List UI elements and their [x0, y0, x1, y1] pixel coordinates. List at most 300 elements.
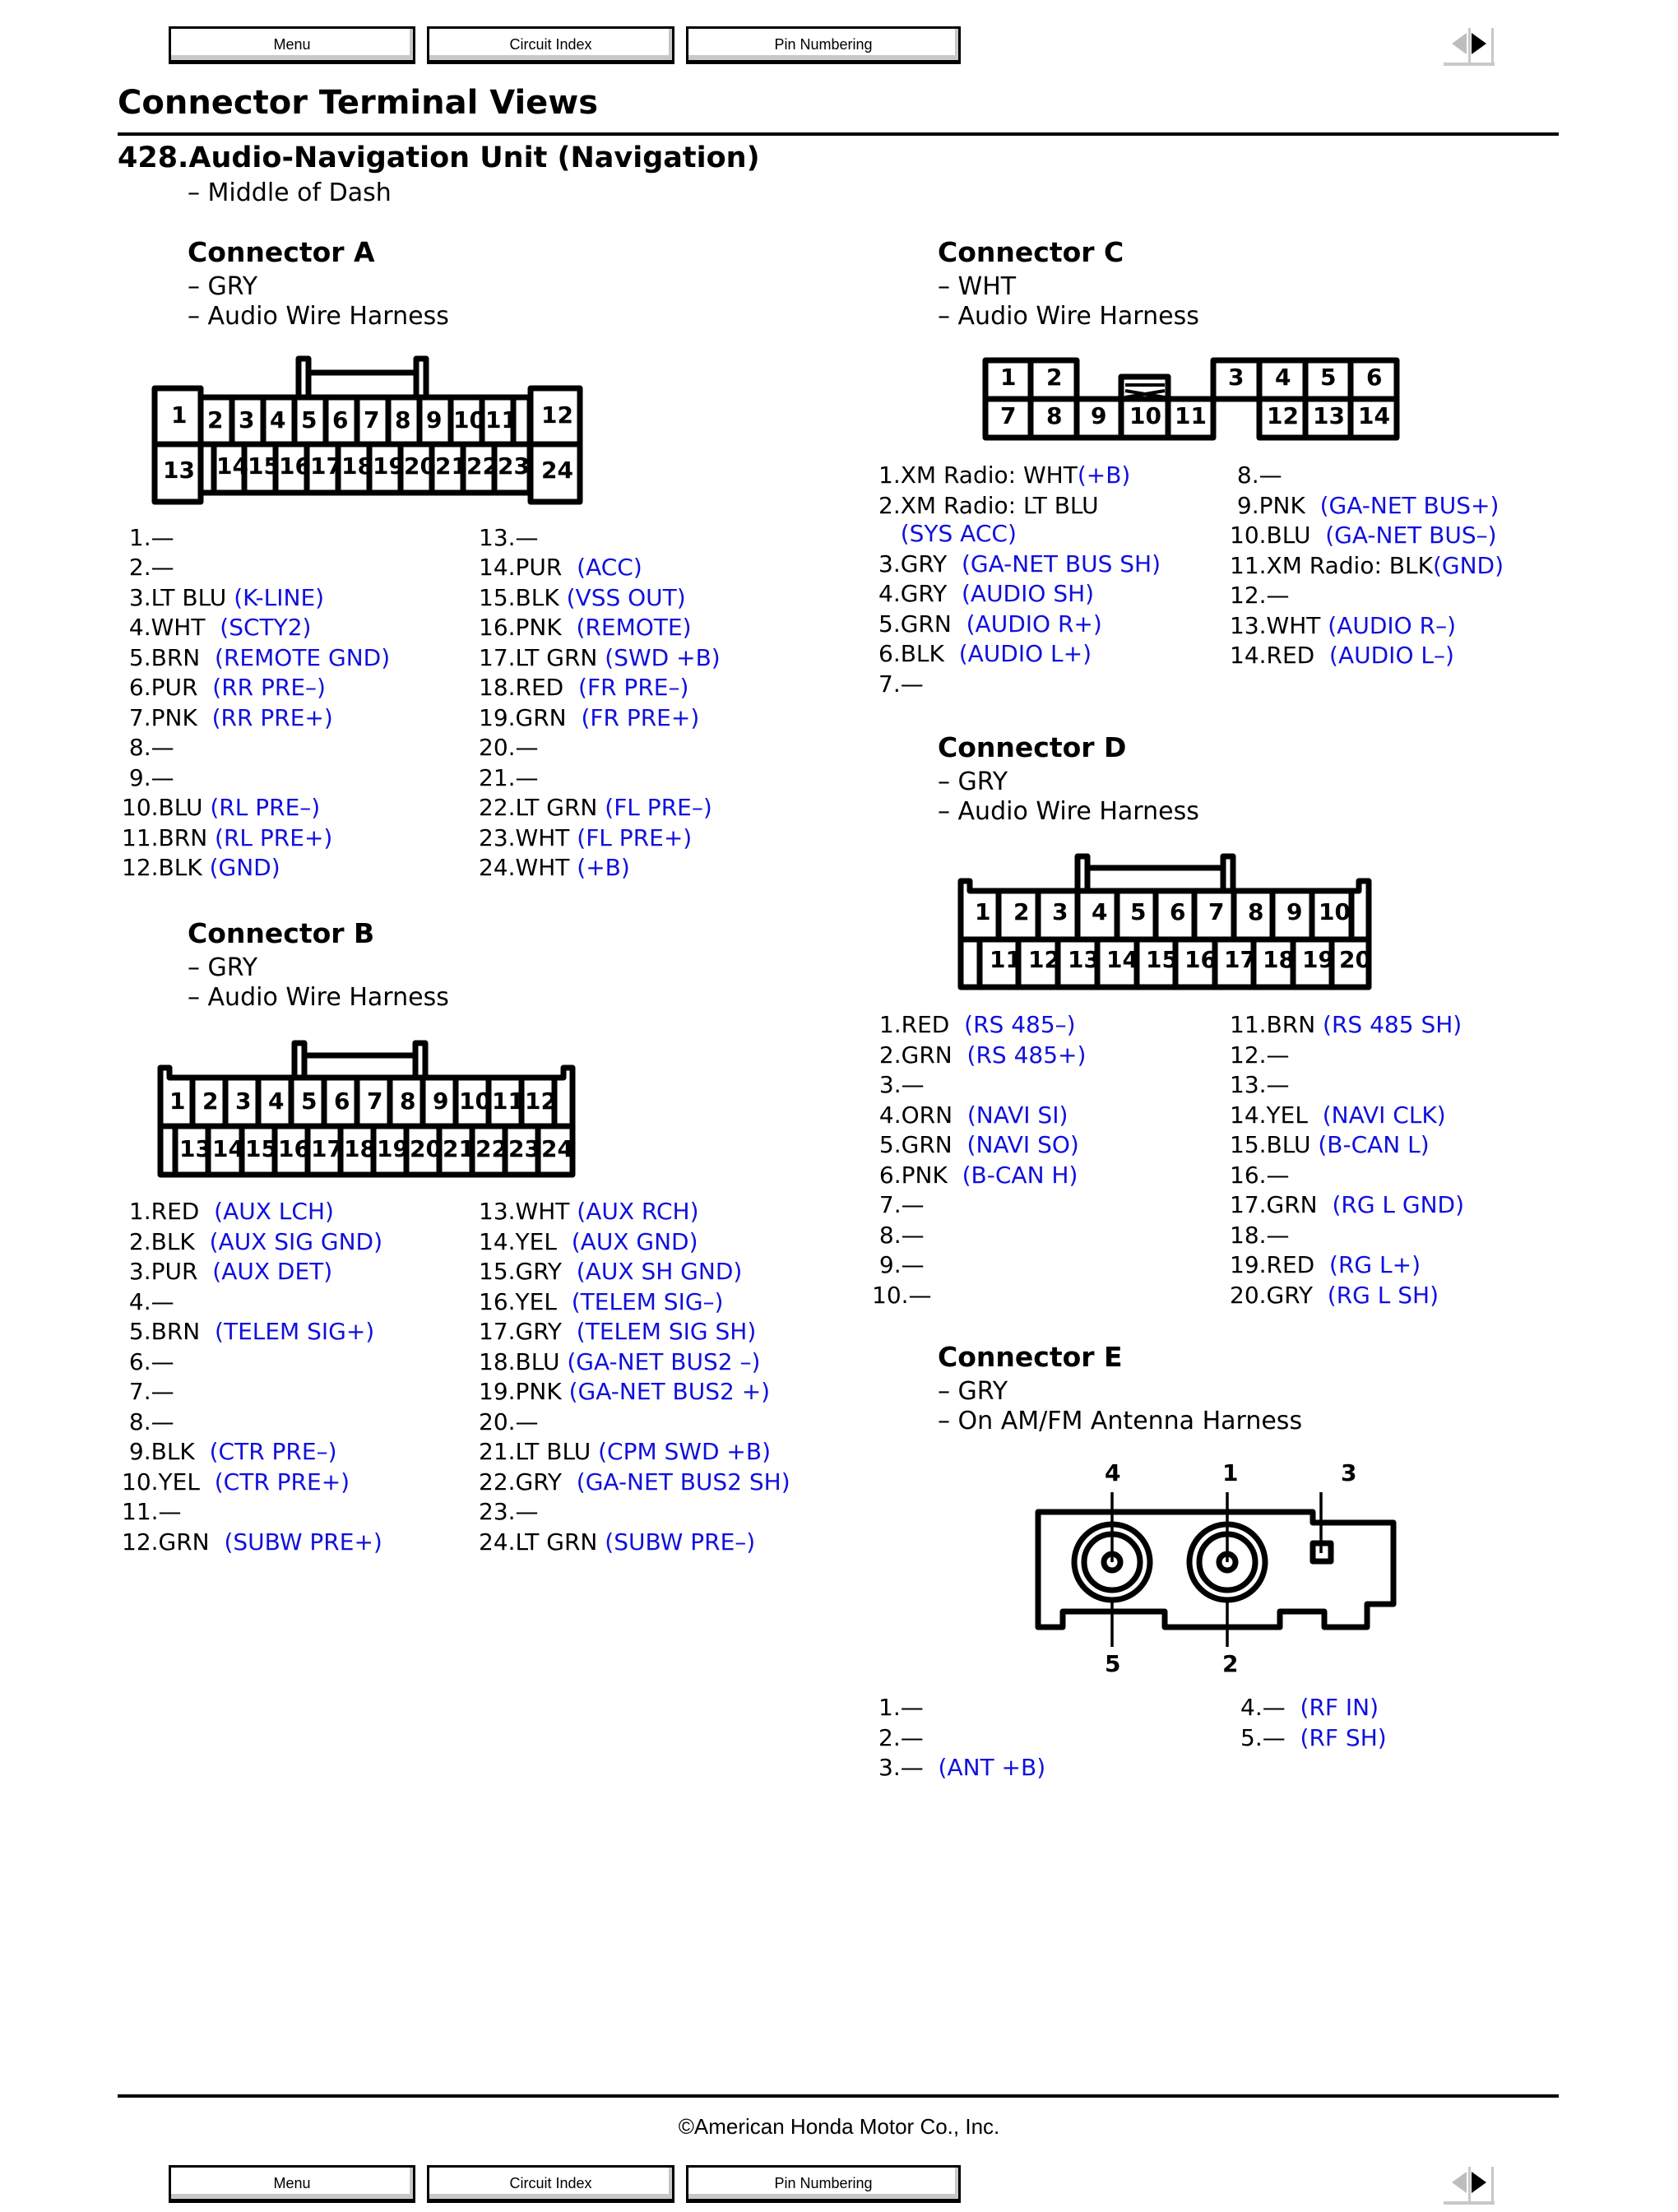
wire-color: PUR — [151, 674, 213, 701]
pin-label: 24 — [541, 457, 573, 484]
pin-number: 19. — [1230, 1251, 1267, 1278]
pin-row — [122, 643, 390, 673]
pin-function: (GA-NET BUS2 SH) — [576, 1468, 790, 1496]
wire-color: BRN — [158, 824, 216, 851]
wire-color: GRN — [515, 704, 582, 731]
pin-number: 13. — [479, 524, 516, 551]
pin-row — [1230, 491, 1499, 521]
pin-function: (RR PRE–) — [212, 674, 326, 701]
pin-number: 4. — [1240, 1694, 1263, 1721]
pin-label: 9 — [426, 406, 443, 434]
pin-function: (FL PRE–) — [605, 794, 712, 821]
pin-label: 8 — [395, 406, 411, 434]
pin-label: 20 — [410, 1135, 442, 1162]
pin-function: (NAVI SO) — [966, 1131, 1079, 1158]
pin-label: 1 — [169, 1087, 186, 1115]
pin-label: 14 — [1358, 402, 1390, 429]
pin-row — [872, 1070, 925, 1100]
pin-row — [479, 1528, 755, 1557]
pin-number: 12. — [1230, 582, 1267, 609]
pin-label: 13 — [179, 1135, 211, 1162]
pin-function: (ACC) — [577, 554, 642, 581]
connector-d-harness: – Audio Wire Harness — [938, 797, 1199, 826]
pin-row — [878, 610, 1102, 639]
pin-function: (K-LINE) — [234, 584, 325, 611]
pin-row — [479, 1317, 756, 1347]
pin-label: 17 — [311, 1135, 343, 1162]
pin-row — [872, 1041, 1086, 1070]
pin-label: 12 — [1028, 946, 1060, 973]
pin-number: 3. — [872, 1071, 902, 1098]
circuit-index-button-footer[interactable] — [427, 2165, 674, 2203]
pin-function: (GA-NET BUS–) — [1325, 522, 1497, 549]
pin-number: 15. — [1230, 1131, 1267, 1158]
pin-number: 6. — [872, 1162, 902, 1189]
pin-label: 4 — [1275, 364, 1291, 391]
pin-row — [1230, 1101, 1446, 1130]
pin-numbering-button-label: Pin Numbering — [774, 2174, 873, 2191]
wire-color: — — [1266, 1041, 1290, 1069]
wire-color: XM Radio: BLK — [1266, 552, 1433, 579]
right-arrow-icon[interactable] — [1472, 33, 1486, 54]
pin-row — [872, 1190, 925, 1220]
wire-color: — — [1266, 582, 1290, 609]
footer-divider — [118, 2094, 1559, 2098]
left-arrow-icon[interactable] — [1452, 2172, 1467, 2193]
pin-number: 2. — [878, 1724, 901, 1751]
connector-b-pin-labels — [148, 1028, 781, 1185]
divider — [1444, 63, 1495, 66]
pin-label: 4 — [1105, 1459, 1121, 1486]
pin-number: 20. — [479, 1408, 516, 1435]
pin-label: 17 — [1224, 946, 1256, 973]
pin-label: 10 — [459, 1087, 491, 1115]
pin-label: 18 — [344, 1135, 376, 1162]
wire-color: RED — [1266, 1251, 1330, 1278]
wire-color: LT BLU — [515, 1438, 599, 1465]
pin-number: 14. — [479, 554, 516, 581]
pin-number: 20. — [1230, 1282, 1267, 1309]
connector-c-pin-labels — [971, 345, 1456, 452]
wire-color: BLK — [515, 584, 567, 611]
wire-color: — — [151, 1378, 174, 1405]
pin-function: (VSS OUT) — [566, 584, 686, 611]
wire-color: BLU — [515, 1348, 568, 1375]
pin-label: 12 — [541, 401, 573, 429]
pin-number: 3. — [878, 1754, 901, 1781]
pin-label: 5 — [301, 406, 318, 434]
pin-label: 9 — [433, 1087, 449, 1115]
wire-color: YEL — [158, 1468, 215, 1496]
pin-number: 23. — [479, 824, 516, 851]
pin-row — [122, 1317, 374, 1347]
wire-color: — — [908, 1282, 932, 1309]
pin-function: (B-CAN L) — [1318, 1131, 1430, 1158]
pin-label: 11 — [990, 946, 1022, 973]
pin-function: (RF IN) — [1300, 1694, 1379, 1721]
pin-label: 16 — [279, 452, 311, 480]
pin-row — [872, 1221, 925, 1250]
pin-function: (AUX RCH) — [577, 1198, 699, 1225]
connector-e-pin-labels — [1012, 1440, 1407, 1686]
page-navigator-footer — [1435, 2162, 1501, 2208]
wire-color: GRY — [900, 580, 962, 607]
pin-label: 10 — [453, 406, 485, 434]
pin-number: 7. — [122, 1378, 151, 1405]
pin-number: 17. — [1230, 1191, 1267, 1218]
pin-row — [878, 639, 1092, 669]
pin-numbering-button-footer[interactable] — [686, 2165, 961, 2203]
wire-color: GRY — [515, 1468, 577, 1496]
pin-number: 3. — [122, 1258, 151, 1285]
pin-row — [1230, 1250, 1421, 1280]
pin-row — [872, 1101, 1068, 1130]
pin-label: 19 — [1302, 946, 1334, 973]
pin-label: 2 — [1222, 1650, 1239, 1677]
pin-number: 4. — [872, 1101, 902, 1129]
pin-label: 16 — [1184, 946, 1217, 973]
pin-label: 5 — [1105, 1650, 1121, 1677]
pin-label: 1 — [975, 898, 991, 925]
pin-label: 22 — [466, 452, 498, 480]
pin-row — [122, 1197, 334, 1227]
connector-e-heading: Connector E — [938, 1341, 1123, 1373]
wire-color: GRY — [900, 550, 962, 577]
pin-row — [1230, 611, 1456, 641]
wire-color: — — [515, 734, 539, 761]
wire-color: PNK — [515, 614, 577, 641]
pin-row — [479, 1347, 760, 1377]
connector-a-harness: – Audio Wire Harness — [188, 302, 449, 331]
pin-function: (AUDIO R+) — [966, 610, 1102, 638]
pin-row — [122, 793, 320, 823]
pin-function: (AUDIO SH) — [961, 580, 1095, 607]
pin-function: (FR PRE+) — [581, 704, 700, 731]
pin-function: (GA-NET BUS2 –) — [567, 1348, 761, 1375]
wire-color: — — [901, 1191, 925, 1218]
pin-label: 6 — [334, 1087, 350, 1115]
pin-number: 1. — [878, 461, 901, 489]
divider — [1491, 2167, 1494, 2205]
connector-a-color: – GRY — [188, 272, 258, 301]
pin-number: 5. — [122, 1318, 151, 1345]
connector-b-harness: – Audio Wire Harness — [188, 983, 449, 1012]
pin-numbering-button[interactable] — [686, 26, 961, 64]
pin-function: (SCTY2) — [220, 614, 312, 641]
pin-label: 5 — [1320, 364, 1337, 391]
pin-number: 1. — [878, 1694, 901, 1721]
wire-color: GRN — [158, 1528, 225, 1556]
pin-row — [1230, 1041, 1290, 1070]
pin-row — [1230, 521, 1497, 550]
wire-color: WHT — [151, 614, 220, 641]
pin-function: (GA-NET BUS+) — [1319, 492, 1500, 519]
pin-row — [122, 823, 332, 853]
pin-number: 11. — [122, 824, 159, 851]
pin-number: 24. — [479, 1528, 516, 1556]
pin-label: 8 — [400, 1087, 416, 1115]
pin-label: 12 — [1267, 402, 1299, 429]
wire-color: BLK — [151, 1228, 210, 1255]
header-divider — [118, 132, 1559, 136]
pin-row — [122, 763, 174, 793]
wire-color: BRN — [151, 644, 216, 671]
pin-number: 16. — [479, 614, 516, 641]
pin-number: 5. — [122, 644, 151, 671]
wire-color: YEL — [515, 1228, 572, 1255]
pin-number: 11. — [1230, 1011, 1267, 1038]
pin-number: 21. — [479, 764, 516, 791]
wire-color: — — [1262, 1724, 1300, 1751]
pin-function: (AUX LCH) — [214, 1198, 334, 1225]
pin-label: 22 — [475, 1135, 508, 1162]
pin-number: 19. — [479, 704, 516, 731]
pin-row — [479, 673, 688, 703]
wire-color: BLK — [158, 854, 210, 881]
wire-color: GRY — [1266, 1282, 1328, 1309]
menu-button-label: Menu — [273, 2174, 311, 2191]
pin-label: 19 — [377, 1135, 409, 1162]
pin-label: 15 — [245, 1135, 277, 1162]
pin-function: (CPM SWD +B) — [598, 1438, 772, 1465]
pin-row — [479, 1227, 698, 1257]
pin-number: 18. — [479, 1348, 516, 1375]
pin-label: 8 — [1248, 898, 1264, 925]
pin-row — [479, 1257, 742, 1287]
pin-number: 8. — [872, 1222, 902, 1249]
pin-row — [1230, 1190, 1464, 1220]
pin-row — [122, 673, 326, 703]
pin-function: (TELEM SIG SH) — [576, 1318, 757, 1345]
pin-row — [479, 1437, 771, 1467]
pin-row — [1230, 1221, 1290, 1250]
wire-color: — — [151, 554, 174, 581]
pin-function: (RL PRE+) — [215, 824, 333, 851]
pin-row — [479, 1197, 699, 1227]
pin-number: 2. — [872, 1041, 902, 1069]
wire-color: RED — [901, 1011, 965, 1038]
wire-color: — — [900, 670, 924, 698]
pin-number: 8. — [122, 734, 151, 761]
pin-function: (REMOTE) — [576, 614, 692, 641]
pin-number: 10. — [122, 1468, 159, 1496]
pin-label: 5 — [301, 1087, 318, 1115]
pin-number: 5. — [1240, 1724, 1263, 1751]
pin-number: 1. — [872, 1011, 902, 1038]
pin-function: (SUBW PRE–) — [605, 1528, 756, 1556]
pin-label: 7 — [1000, 402, 1017, 429]
wire-color: LT GRN — [515, 1528, 605, 1556]
wire-color: BLK — [151, 1438, 210, 1465]
pin-label: 20 — [1339, 946, 1371, 973]
pin-row — [1240, 1693, 1379, 1723]
pin-label: 11 — [492, 1087, 524, 1115]
pin-number: 14. — [479, 1228, 516, 1255]
pin-number: 7. — [872, 1191, 902, 1218]
pin-label: 13 — [163, 457, 195, 484]
wire-color: — — [151, 734, 174, 761]
pin-function: (AUDIO L+) — [958, 640, 1092, 667]
pin-row — [479, 1377, 770, 1407]
wire-color: — — [151, 1288, 174, 1315]
pin-row — [878, 1693, 924, 1723]
wire-color: LT GRN — [515, 794, 605, 821]
menu-button[interactable] — [169, 26, 415, 64]
pin-row — [479, 793, 712, 823]
pin-number: 10. — [872, 1282, 909, 1309]
pin-number: 5. — [878, 610, 901, 638]
pin-row — [122, 1497, 182, 1527]
pin-number: 19. — [479, 1378, 516, 1405]
pin-function: (FL PRE+) — [577, 824, 693, 851]
wire-color: LT BLU — [151, 584, 234, 611]
pin-row — [1230, 581, 1290, 610]
pin-function: (NAVI SI) — [966, 1101, 1068, 1129]
pin-label: 7 — [364, 406, 380, 434]
circuit-index-button-label: Circuit Index — [509, 2174, 592, 2191]
pin-row — [1230, 551, 1504, 581]
pin-function: (RS 485 SH) — [1323, 1011, 1462, 1038]
pin-function: (SWD +B) — [605, 644, 721, 671]
connector-e-color: – GRY — [938, 1377, 1008, 1406]
pin-function: (RS 485+) — [966, 1041, 1087, 1069]
wire-color: — — [900, 1754, 939, 1781]
pin-row — [122, 733, 174, 763]
pin-number: 12. — [122, 854, 159, 881]
circuit-index-button[interactable] — [427, 26, 674, 64]
pin-function: (SUBW PRE+) — [224, 1528, 382, 1556]
wire-color: — — [151, 1408, 174, 1435]
right-arrow-icon[interactable] — [1472, 2172, 1486, 2193]
pin-row — [878, 1723, 924, 1753]
wire-color: — — [900, 1724, 924, 1751]
pin-row — [878, 491, 1099, 521]
wire-color: PUR — [515, 554, 577, 581]
pin-label: 9 — [1286, 898, 1303, 925]
pin-function: (FR PRE–) — [578, 674, 689, 701]
pin-row — [1230, 1010, 1462, 1040]
pin-row — [479, 1468, 790, 1497]
connector-c-harness: – Audio Wire Harness — [938, 302, 1199, 331]
pin-row — [1230, 1161, 1290, 1190]
pin-function: (RF SH) — [1300, 1724, 1387, 1751]
copyright-text: ©American Honda Motor Co., Inc. — [678, 2114, 1000, 2139]
wire-color: BRN — [1266, 1011, 1323, 1038]
pin-row — [479, 823, 692, 853]
pin-row — [122, 1227, 382, 1257]
pin-row — [878, 550, 1161, 579]
pin-number: 4. — [878, 580, 901, 607]
pin-function: (+B) — [577, 854, 630, 881]
pin-row — [479, 613, 692, 642]
pin-label: 7 — [1208, 898, 1225, 925]
pin-number: 5. — [872, 1131, 902, 1158]
left-arrow-icon[interactable] — [1452, 33, 1467, 54]
wire-color: — — [901, 1222, 925, 1249]
connector-d-pin-labels — [946, 839, 1481, 995]
pin-function: (AUX SIG GND) — [209, 1228, 383, 1255]
pin-number: 22. — [479, 1468, 516, 1496]
pin-function: (GA-NET BUS SH) — [961, 550, 1161, 577]
wire-color: — — [515, 1408, 539, 1435]
wire-color: ORN — [901, 1101, 967, 1129]
pin-function: (AUX SH GND) — [576, 1258, 743, 1285]
pin-number: 18. — [479, 674, 516, 701]
pin-function: (SYS ACC) — [900, 520, 1017, 547]
pin-number: 3. — [878, 550, 901, 577]
pin-number: 16. — [1230, 1162, 1267, 1189]
pin-label: 3 — [1341, 1459, 1357, 1486]
pin-label: 14 — [216, 452, 248, 480]
wire-color: — — [1262, 1694, 1300, 1721]
pin-label: 3 — [1228, 364, 1245, 391]
connector-d-heading: Connector D — [938, 731, 1127, 763]
wire-color: RED — [151, 1198, 215, 1225]
pin-label: 9 — [1091, 402, 1107, 429]
pin-row — [878, 519, 1017, 549]
pin-row — [122, 853, 280, 883]
wire-color: BRN — [151, 1318, 216, 1345]
pin-function: (CTR PRE+) — [214, 1468, 350, 1496]
pin-function: (RS 485–) — [964, 1011, 1076, 1038]
pin-label: 1 — [1000, 364, 1017, 391]
wire-color: WHT — [515, 1198, 577, 1225]
pin-row — [878, 461, 1130, 490]
pin-function: (GND) — [1432, 552, 1504, 579]
pin-row — [122, 553, 174, 582]
pin-label: 7 — [367, 1087, 383, 1115]
divider — [1468, 2167, 1471, 2205]
pin-row — [479, 643, 721, 673]
pin-function: (RR PRE+) — [211, 704, 333, 731]
location-text: – Middle of Dash — [188, 179, 392, 207]
wire-color: GRN — [1266, 1191, 1333, 1218]
pin-label: 4 — [1092, 898, 1108, 925]
pin-number: 12. — [122, 1528, 159, 1556]
menu-button-footer[interactable] — [169, 2165, 415, 2203]
pin-number: 12. — [1230, 1041, 1267, 1069]
wire-color: GRN — [901, 1041, 967, 1069]
pin-label: 10 — [1129, 402, 1161, 429]
wire-color: RED — [1266, 642, 1330, 669]
pin-function: (ANT +B) — [938, 1754, 1046, 1781]
wire-color: XM Radio: WHT — [900, 461, 1078, 489]
pin-function: (NAVI CLK) — [1322, 1101, 1446, 1129]
pin-row — [1230, 1070, 1290, 1100]
pin-number: 23. — [479, 1498, 516, 1525]
pin-numbering-button-label: Pin Numbering — [774, 35, 873, 53]
pin-label: 8 — [1046, 402, 1063, 429]
pin-function: (AUDIO R–) — [1328, 612, 1456, 639]
wire-color: PNK — [1258, 492, 1320, 519]
pin-number: 13. — [1230, 1071, 1267, 1098]
pin-number: 18. — [1230, 1222, 1267, 1249]
wire-color: YEL — [515, 1288, 572, 1315]
pin-label: 4 — [268, 1087, 285, 1115]
pin-label: 6 — [1366, 364, 1383, 391]
pin-label: 17 — [310, 452, 342, 480]
pin-row — [872, 1250, 925, 1280]
connector-d-color: – GRY — [938, 767, 1008, 796]
pin-number: 13. — [479, 1198, 516, 1225]
pin-row — [122, 1528, 382, 1557]
pin-number: 14. — [1230, 1101, 1267, 1129]
wire-color: BLU — [158, 794, 211, 821]
pin-row — [479, 1407, 539, 1437]
pin-function: (TELEM SIG+) — [215, 1318, 375, 1345]
pin-number: 15. — [479, 584, 516, 611]
wire-color: YEL — [1266, 1101, 1323, 1129]
